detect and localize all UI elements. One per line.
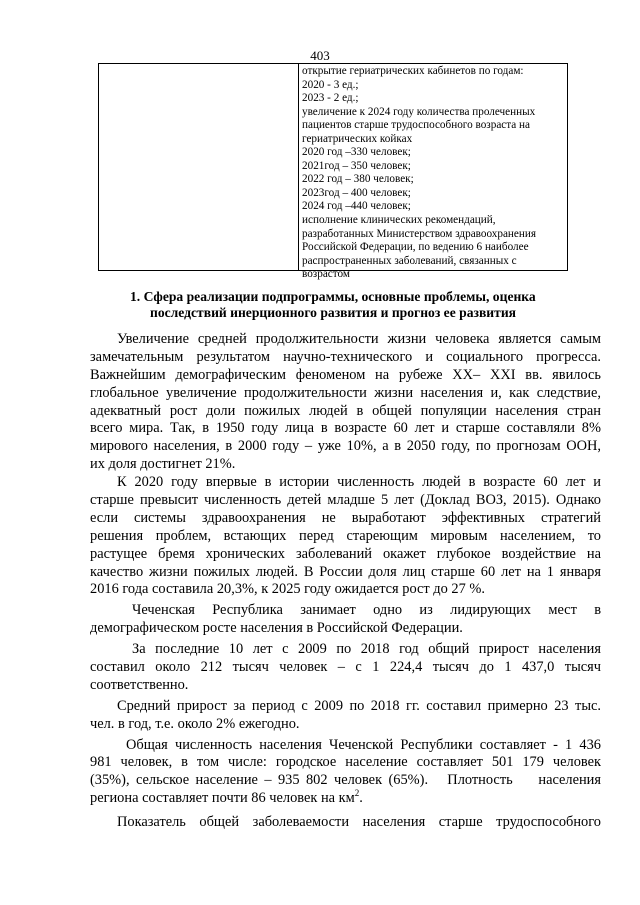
paragraph-line: Средний прирост за период с 2009 по 2018 гг. составил примерно 23 тыс.	[117, 697, 601, 714]
table-line: 2024 год –440 человек;	[302, 200, 411, 213]
table-line: 2021год – 350 человек;	[302, 159, 411, 172]
paragraph-line	[90, 790, 601, 808]
table-line: 2023 - 2 ед.;	[302, 92, 359, 105]
paragraph-line: мирового населения, в 2000 году – уже 10%, а в 2050 году, по прогнозам ООН,	[90, 438, 601, 455]
table-line: открытие гериатрических кабинетов по годам:	[302, 65, 524, 77]
section-heading-line: последствий инерционного развития и прогноз ее развития	[150, 305, 517, 320]
body-text	[90, 331, 601, 832]
paragraph-line: их доля достигнет 21%.	[90, 456, 236, 473]
paragraph-line: демографическом росте населения в Российской Федерации.	[90, 620, 463, 637]
superscript: 2	[354, 788, 360, 799]
paragraph-line: качество жизни пожилых людей. В России доля лиц старше 60 лет на 1 января	[90, 563, 601, 580]
table-line: 2020 - 3 ед.;	[302, 78, 359, 91]
paragraph-text: .	[359, 790, 363, 807]
paragraph-line: 981 человек, в том числе: городское население составляет 501 179 человек	[90, 754, 601, 771]
paragraph-line: глобальное увеличение продолжительности жизни населения и, как следствие,	[90, 384, 601, 401]
paragraph-line: Чеченская Республика занимает одно из лидирующих мест в	[132, 602, 601, 619]
table-line: 2023год – 400 человек;	[302, 186, 411, 199]
paragraph-line: Важнейшим демографическим феноменом на рубеже XX– XXI вв. явилось	[90, 366, 601, 383]
paragraph-line: чел. в год, т.е. около 2% ежегодно.	[90, 715, 300, 732]
table-column-divider	[298, 64, 299, 270]
table-line: распространенных заболеваний, связанных с	[302, 254, 517, 267]
paragraph-line: Общая численность населения Чеченской Республики составляет - 1 436	[126, 736, 601, 753]
paragraph-line: Увеличение средней продолжительности жизни человека является самым	[117, 331, 601, 347]
paragraph-line: составил около 212 тысяч человек – с 1 224,4 тысяч до 1 437,0 тысяч	[90, 659, 601, 676]
paragraph-line: всего мира. Так, в 1950 году лица в возрасте 60 лет и старше составляли 8%	[90, 420, 601, 437]
paragraph-line: адекватный рост доли пожилых людей в общей популяции населения стран	[90, 402, 601, 419]
continuation-table	[98, 63, 568, 281]
section-heading	[130, 289, 536, 321]
table-line: исполнение клинических рекомендаций,	[302, 214, 496, 227]
paragraph-line: За последние 10 лет с 2009 по 2018 год общий прирост населения	[132, 641, 601, 658]
table-line: Российской Федерации, по ведению 6 наиболее	[302, 241, 529, 254]
paragraph-line: соответственно.	[90, 676, 189, 693]
table-line: разработанных Министерством здравоохранения	[302, 227, 536, 240]
paragraph-line: К 2020 году впервые в истории численность людей в возрасте 60 лет и	[117, 474, 601, 491]
page-number: 403	[310, 48, 330, 63]
paragraph-line: решения проблем, встающих перед стареющим мировым населением, то	[90, 527, 601, 544]
table-line: возрастом	[302, 268, 350, 281]
paragraph-line: растущее бремя хронических заболеваний окажет глубокое воздействие на	[90, 545, 601, 562]
paragraph-line: если системы здравоохранения не выработают эффективных стратегий	[90, 509, 601, 526]
table-line: пациентов старше трудоспособного возраста на	[302, 119, 530, 132]
paragraph-line: старше превысит численность детей младше 5 лет (Доклад ВОЗ, 2015). Однако	[90, 492, 601, 509]
table-line: 2022 год – 380 человек;	[302, 173, 414, 186]
table-line: гериатрических койках	[302, 132, 413, 145]
paragraph-line: (35%), сельское население – 935 802 человек (65%). Плотность населения	[90, 772, 601, 789]
table-cell-indicators	[302, 65, 564, 282]
table-line: 2020 год –330 человек;	[302, 146, 411, 159]
table-line: увеличение к 2024 году количества пролеченных	[302, 105, 536, 118]
paragraph-line: Показатель общей заболеваемости населения старше трудоспособного	[117, 814, 601, 831]
paragraph-line: 2016 года составила 20,3%, к 2025 году ожидается рост до 27 %.	[90, 581, 485, 598]
paragraph-text: региона составляет почти 86 человек на км	[90, 790, 355, 807]
paragraph-line: замечательным результатом научно-технического и социального прогресса.	[90, 348, 601, 365]
section-heading-line: 1. Сфера реализации подпрограммы, основные проблемы, оценка	[130, 289, 536, 304]
